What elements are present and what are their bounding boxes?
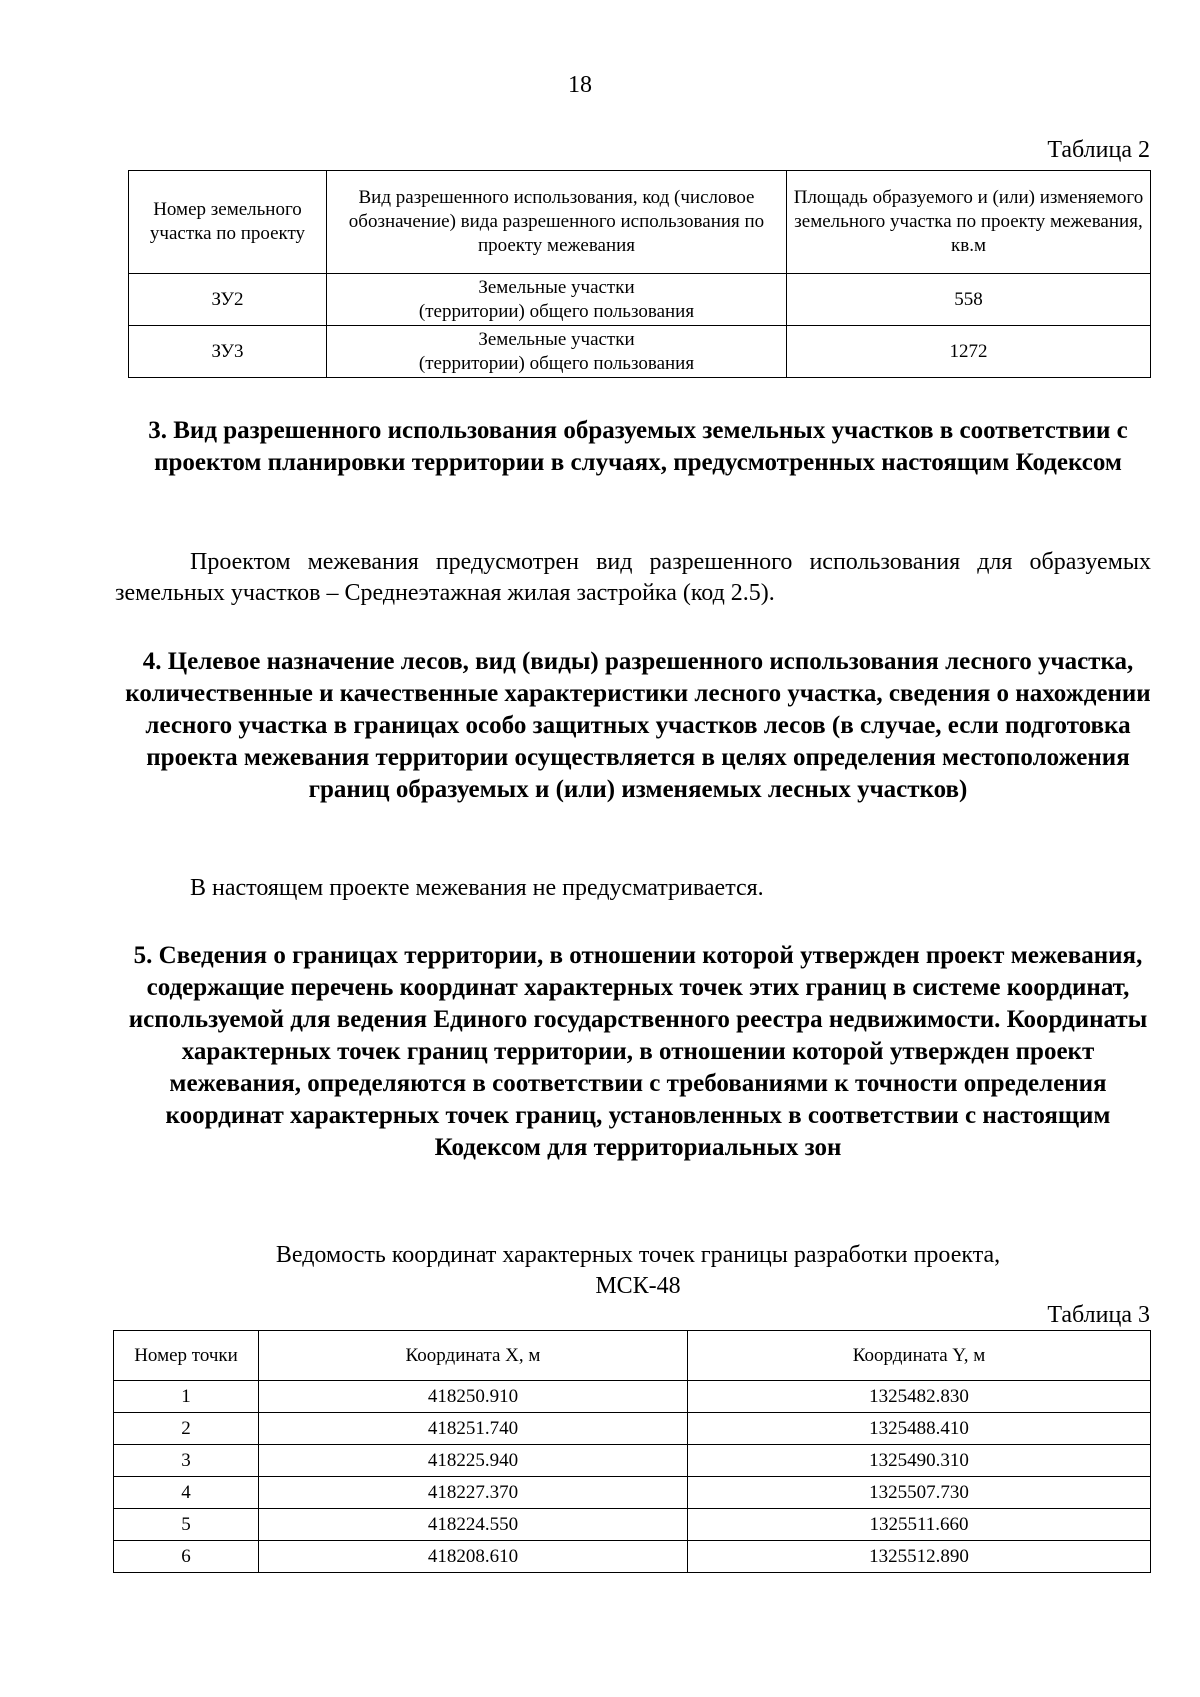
coordinate-x: 418251.740 — [259, 1413, 688, 1445]
table-row — [114, 1509, 1151, 1541]
permitted-use: Земельные участки (территории) общего пользования — [327, 274, 787, 326]
plot-number: ЗУ3 — [129, 326, 327, 378]
header-permitted-use: Вид разрешенного использования, код (числовое обозначение) вида разрешенного использования по проекту межевания — [327, 171, 787, 274]
table2-caption: Таблица 2 — [1047, 137, 1150, 163]
point-number: 3 — [114, 1445, 259, 1477]
coordinate-y: 1325512.890 — [688, 1541, 1151, 1573]
coordinates-statement-title — [118, 1240, 1158, 1302]
coordinate-x: 418224.550 — [259, 1509, 688, 1541]
coordinate-y: 1325482.830 — [688, 1381, 1151, 1413]
table-row — [114, 1445, 1151, 1477]
point-number: 4 — [114, 1477, 259, 1509]
table-header-row — [129, 171, 1151, 274]
point-number: 1 — [114, 1381, 259, 1413]
section5-heading: 5. Сведения о границах территории, в отношении которой утвержден проект межевания, содержащие перечень координат характерных точек этих границ в системе координат, используемой для ведения Единого государственного реестра недвижимости. Координаты характерных точек границ территории, в отношении которой утвержден проект межевания, определяются в соответствии с требованиями к точности определения координат характерных точек границ, установленных в соответствии с настоящим Кодексом для территориальных зон — [128, 942, 1148, 1161]
section4-text: В настоящем проекте межевания не предусматривается. — [190, 875, 764, 901]
page-number: 18 — [568, 72, 592, 98]
table-row — [114, 1541, 1151, 1573]
coordinate-x: 418227.370 — [259, 1477, 688, 1509]
table-row — [114, 1413, 1151, 1445]
section3-text: Проектом межевания предусмотрен вид разрешенного использования для образуемых земельных участков – Среднеэтажная жилая застройка (код 2.5). — [115, 549, 1151, 606]
coordinate-x: 418250.910 — [259, 1381, 688, 1413]
point-number: 2 — [114, 1413, 259, 1445]
coordinate-x: 418208.610 — [259, 1541, 688, 1573]
table-row — [129, 326, 1151, 378]
header-coordinate-y: Координата Y, м — [688, 1331, 1151, 1381]
coordinates-table — [113, 1330, 1151, 1573]
plot-area: 1272 — [787, 326, 1151, 378]
coordinate-x: 418225.940 — [259, 1445, 688, 1477]
permitted-use: Земельные участки (территории) общего пользования — [327, 326, 787, 378]
header-point-number: Номер точки — [114, 1331, 259, 1381]
section4-heading: 4. Целевое назначение лесов, вид (виды) разрешенного использования лесного участка, количественные и качественные характеристики лесного участка, сведения о нахождении лесного участка в границах особо защитных участков лесов (в случае, если подготовка проекта межевания территории осуществляется в целях определения местоположения границ образуемых и (или) изменяемых лесных участков) — [125, 648, 1151, 803]
table3-caption: Таблица 3 — [1047, 1302, 1150, 1328]
table-header-row — [114, 1331, 1151, 1381]
coordinate-y: 1325507.730 — [688, 1477, 1151, 1509]
point-number: 5 — [114, 1509, 259, 1541]
coordinate-y: 1325490.310 — [688, 1445, 1151, 1477]
plot-area: 558 — [787, 274, 1151, 326]
statement-line-1: Ведомость координат характерных точек границы разработки проекта, — [275, 1242, 1001, 1268]
land-plots-table — [128, 170, 1151, 378]
header-plot-number: Номер земельного участка по проекту — [129, 171, 327, 274]
table-row — [114, 1381, 1151, 1413]
header-area: Площадь образуемого и (или) изменяемого земельного участка по проекту межевания, кв.м — [787, 171, 1151, 274]
header-coordinate-x: Координата X, м — [259, 1331, 688, 1381]
table-row — [129, 274, 1151, 326]
statement-line-2: МСК-48 — [595, 1273, 681, 1299]
coordinate-y: 1325511.660 — [688, 1509, 1151, 1541]
coordinate-y: 1325488.410 — [688, 1413, 1151, 1445]
plot-number: ЗУ2 — [129, 274, 327, 326]
section3-heading: 3. Вид разрешенного использования образуемых земельных участков в соответствии с проектом планировки территории в случаях, предусмотренных настоящим Кодексом — [148, 417, 1128, 476]
table-row — [114, 1477, 1151, 1509]
point-number: 6 — [114, 1541, 259, 1573]
